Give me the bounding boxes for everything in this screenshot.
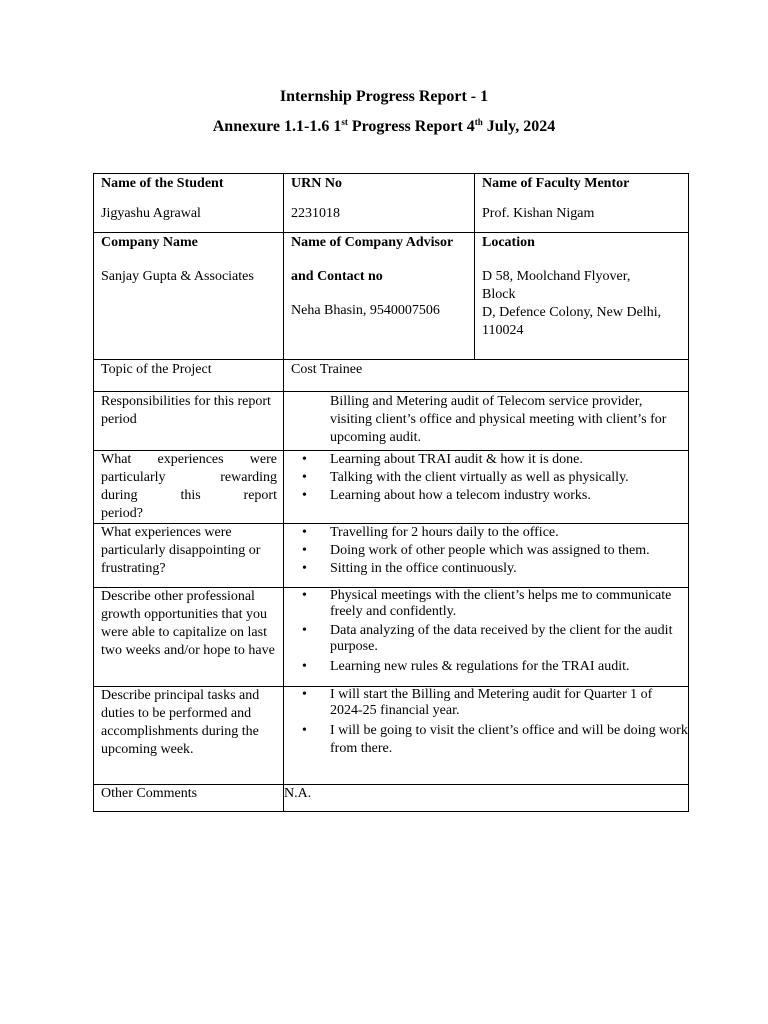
company-name-value: Sanjay Gupta & Associates (101, 269, 254, 284)
growth-list-cell (284, 588, 689, 687)
rewarding-label-line-3: during this report (101, 488, 277, 503)
list-item: • Doing work of other people which was assigned to them. (330, 542, 682, 560)
list-item: • I will be going to visit the client’s office and will be doing work from there. (330, 722, 688, 758)
comments-row (94, 785, 689, 812)
report-table (93, 173, 689, 812)
advisor-value: Neha Bhasin, 9540007506 (291, 303, 440, 318)
list-item: • Data analyzing of the data received by the client for the audit purpose. (330, 623, 682, 655)
location-line-3: D, Defence Colony, New Delhi, (482, 305, 662, 320)
rewarding-label-line-1: What experiences were (101, 452, 277, 467)
tasks-list-cell (284, 687, 689, 785)
urn-cell (284, 174, 475, 233)
student-name-value: Jigyashu Agrawal (101, 206, 201, 221)
urn-value: 2231018 (291, 206, 340, 221)
student-name-label: Name of the Student (101, 176, 224, 191)
disappointing-list (291, 524, 682, 578)
growth-row (94, 588, 689, 687)
tasks-row (94, 687, 689, 785)
rewarding-label-line-2: particularly rewarding (101, 470, 277, 485)
student-name-cell (94, 174, 284, 233)
location-cell (475, 233, 689, 360)
responsibilities-label: Responsibilities for this report period (94, 392, 284, 451)
mentor-label: Name of Faculty Mentor (482, 176, 630, 191)
list-item: • Sitting in the office continuously. (330, 560, 682, 578)
responsibilities-value: Billing and Metering audit of Telecom service provider, visiting client’s office and physical meeting with client’s for upcoming audit. (330, 394, 667, 445)
location-line-2: Block (482, 287, 516, 302)
student-row (94, 174, 689, 233)
growth-list (291, 588, 682, 676)
comments-value: N.A. (284, 785, 689, 812)
advisor-cell (284, 233, 475, 360)
disappointing-label: What experiences were particularly disappointing or frustrating? (94, 524, 284, 588)
advisor-label-2: and Contact no (291, 269, 383, 284)
responsibilities-value-cell (284, 392, 689, 451)
responsibilities-row (94, 392, 689, 451)
company-row (94, 233, 689, 360)
comments-label: Other Comments (94, 785, 284, 812)
disappointing-row (94, 524, 689, 588)
urn-label: URN No (291, 176, 342, 191)
location-line-1: D 58, Moolchand Flyover, (482, 269, 631, 284)
rewarding-list-cell (284, 451, 689, 524)
advisor-label-1: Name of Company Advisor (291, 235, 454, 250)
rewarding-row (94, 451, 689, 524)
topic-value: Cost Trainee (284, 360, 689, 392)
report-title: Internship Progress Report - 1 (279, 88, 489, 105)
tasks-list (291, 687, 688, 758)
list-item: • Physical meetings with the client’s helps me to communicate freely and confidently. (330, 588, 682, 620)
company-name-label: Company Name (101, 235, 198, 250)
list-item: • Travelling for 2 hours daily to the office. (330, 524, 682, 542)
list-item: • Learning new rules & regulations for the TRAI audit. (330, 658, 682, 676)
rewarding-label-line-4: period? (101, 506, 143, 521)
list-item: • Talking with the client virtually as well as physically. (330, 469, 682, 487)
company-name-cell (94, 233, 284, 360)
mentor-value: Prof. Kishan Nigam (482, 206, 595, 221)
tasks-label: Describe principal tasks and duties to be performed and accomplishments during the upcoming week. (94, 687, 284, 785)
mentor-cell (475, 174, 689, 233)
growth-label: Describe other professional growth opportunities that you were able to capitalize on last two weeks and/or hope to have (94, 588, 284, 687)
list-item: • Learning about how a telecom industry works. (330, 487, 682, 505)
location-label: Location (482, 235, 535, 250)
report-subtitle: Annexure 1.1-1.6 1st Progress Report 4th July, 2024 (212, 117, 556, 135)
list-item: • Learning about TRAI audit & how it is done. (330, 451, 682, 469)
rewarding-list (291, 451, 682, 505)
topic-row (94, 360, 689, 392)
topic-label: Topic of the Project (94, 360, 284, 392)
location-line-4: 110024 (482, 323, 524, 338)
disappointing-list-cell (284, 524, 689, 588)
list-item: • I will start the Billing and Metering audit for Quarter 1 of 2024-25 financial year. (330, 687, 688, 719)
rewarding-label-cell (94, 451, 284, 524)
